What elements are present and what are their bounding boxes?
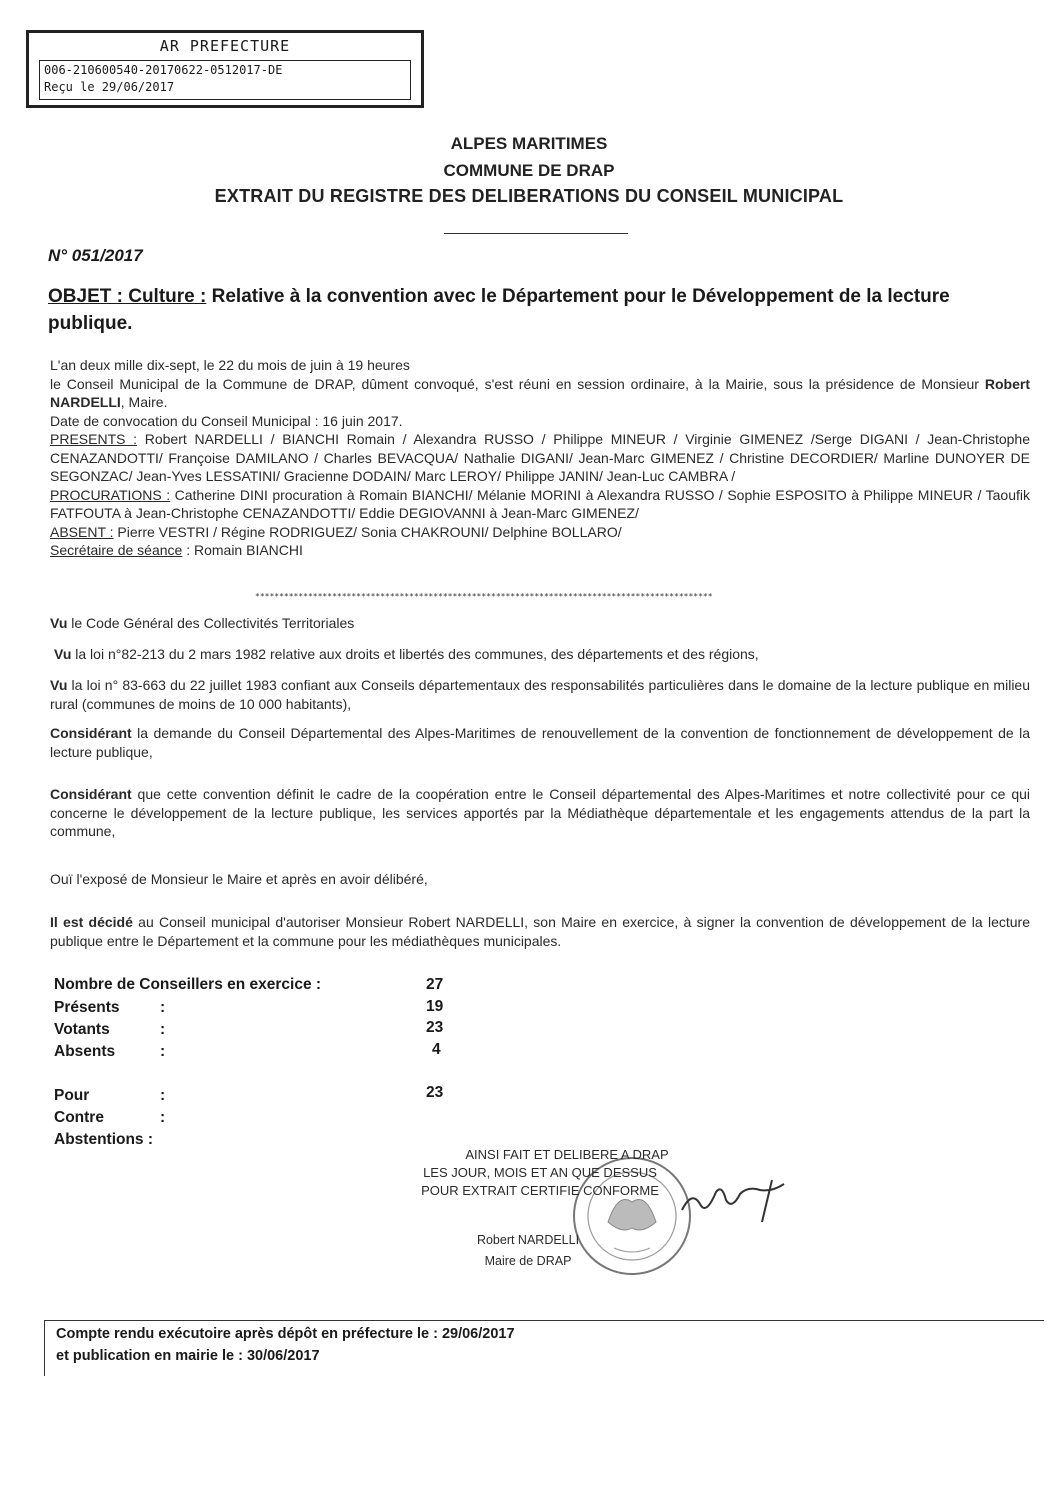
session-convened-line bbox=[50, 375, 1030, 412]
paragraph-text: la loi n° 83-663 du 22 juillet 1983 confiant aux Conseils départementaux des responsabilités particulières dans le domaine de la lecture publique en milieu rural (communes de moins de 10 000 habitants), bbox=[50, 677, 1030, 712]
signatory-name: Robert NARDELLI bbox=[476, 1233, 580, 1247]
vote-presents-label: Présents bbox=[54, 999, 120, 1016]
paragraph-text: que cette convention définit le cadre de la coopération entre le Conseil départemental des Alpes-Maritimes et notre collectivité pour ce qui concerne le développement de la lecture publique, les services apportés par la Médiathèque départementale et les engagements attendus de la part la commune, bbox=[50, 786, 1030, 839]
objet-block bbox=[48, 283, 1038, 337]
paragraph-considerant-demande bbox=[50, 724, 1030, 761]
session-details bbox=[50, 356, 1030, 560]
vote-absents-label: Absents bbox=[54, 1043, 116, 1060]
procurations-list: Catherine DINI procuration à Romain BIANCHI/ Mélanie MORINI à Alexandra RUSSO / Sophie ESPOSITO à Philippe MINEUR / Taoufik FATFOUTA à Jean-Christophe CENAZANDOTTI/ Eddie DEGIOVANNI à Jean-Marc GIMENEZ/ bbox=[50, 486, 1031, 521]
vote-colon: : bbox=[160, 999, 166, 1016]
paragraph-text: la demande du Conseil Départemental des Alpes-Maritimes de renouvellement de la convention de fonctionnement de développement de la lecture publique, bbox=[50, 725, 1030, 760]
certification-line-3: POUR EXTRAIT CERTIFIE CONFORME bbox=[421, 1183, 659, 1198]
certification-line-2: LES JOUR, MOIS ET AN QUE DESSUS bbox=[423, 1165, 657, 1180]
vote-colon: : bbox=[160, 1021, 166, 1038]
vote-colon: : bbox=[160, 1043, 166, 1060]
absent-line bbox=[50, 523, 1030, 542]
signatory-role: Maire de DRAP bbox=[484, 1254, 572, 1268]
vote-pour-value: 23 bbox=[426, 1084, 444, 1101]
paragraph-text: au Conseil municipal d'autoriser Monsieur Robert NARDELLI, son Maire en exercice, à signer la convention de développement de la lecture publique entre le Département et la commune pour les médiathèques municipales. bbox=[50, 914, 1030, 949]
paragraph-lead: Considérant bbox=[50, 725, 132, 741]
vote-abstentions-label: Abstentions : bbox=[54, 1131, 154, 1148]
paragraph-text: Ouï l'exposé de Monsieur le Maire et après en avoir délibéré, bbox=[50, 871, 428, 887]
objet-label: OBJET : Culture : bbox=[48, 286, 207, 307]
session-convened-text: le Conseil Municipal de la Commune de DRAP, dûment convoqué, s'est réuni en session ordinaire, à la Mairie, sous la présidence de Monsieur bbox=[50, 375, 985, 392]
vote-votants-label: Votants bbox=[54, 1021, 110, 1038]
paragraph-lead: Il est décidé bbox=[50, 914, 133, 930]
paragraph-oui-expose bbox=[50, 870, 1030, 889]
vote-absents-value: 4 bbox=[432, 1041, 441, 1058]
handwritten-signature bbox=[676, 1170, 796, 1230]
stamp-title: AR PREFECTURE bbox=[159, 37, 291, 55]
paragraph-lead: Vu bbox=[50, 677, 68, 693]
procurations-line bbox=[50, 486, 1030, 523]
vote-colon: : bbox=[160, 1109, 166, 1126]
absent-list: Pierre VESTRI / Régine RODRIGUEZ/ Sonia CHAKROUNI/ Delphine BOLLARO/ bbox=[113, 523, 622, 540]
presents-line bbox=[50, 430, 1030, 486]
vote-exercice-value: 27 bbox=[426, 976, 444, 993]
paragraph-vu-loi-1983 bbox=[50, 676, 1030, 713]
paragraph-considerant-convention bbox=[50, 785, 1030, 841]
paragraph-text: la loi n°82-213 du 2 mars 1982 relative aux droits et libertés des communes, des départements et des régions, bbox=[71, 646, 759, 662]
stamp-received-date: Reçu le 29/06/2017 bbox=[44, 80, 175, 94]
vote-colon: : bbox=[160, 1087, 166, 1104]
certification-line-1: AINSI FAIT ET DELIBERE A DRAP bbox=[465, 1147, 669, 1162]
procurations-label: PROCURATIONS : bbox=[50, 486, 171, 503]
title-divider bbox=[444, 233, 628, 234]
paragraph-decision bbox=[50, 913, 1030, 950]
mayor-name: Robert NARDELLI bbox=[50, 375, 1030, 410]
mayor-title: , Maire. bbox=[120, 394, 168, 410]
stamp-reference-box bbox=[39, 60, 411, 100]
paragraph-vu-loi-1982 bbox=[54, 645, 1034, 664]
convocation-date: Date de convocation du Conseil Municipal : 16 juin 2017. bbox=[50, 412, 403, 429]
paragraph-vu-cgct bbox=[50, 614, 1030, 633]
certification-block bbox=[390, 1146, 690, 1200]
vote-exercice-label: Nombre de Conseillers en exercice : bbox=[54, 976, 322, 993]
deliberation-number: N° 051/2017 bbox=[48, 246, 143, 265]
document-title: EXTRAIT DU REGISTRE DES DELIBERATIONS DU CONSEIL MUNICIPAL bbox=[214, 186, 844, 206]
objet-text: Relative à la convention avec le Département pour le Développement de la lecture publique. bbox=[48, 286, 950, 334]
paragraph-lead: Vu bbox=[50, 615, 68, 631]
vote-presents-value: 19 bbox=[426, 998, 444, 1015]
prefecture-stamp bbox=[26, 30, 424, 108]
footer-publication-line: et publication en mairie le : 30/06/2017 bbox=[56, 1348, 320, 1364]
secretaire-label: Secrétaire de séance bbox=[50, 542, 183, 558]
vote-pour-label: Pour bbox=[54, 1087, 90, 1104]
commune-heading: COMMUNE DE DRAP bbox=[443, 161, 615, 180]
department-heading: ALPES MARITIMES bbox=[450, 134, 608, 153]
absent-label: ABSENT : bbox=[50, 523, 114, 540]
stamp-reference: 006-210600540-20170622-0512017-DE bbox=[44, 63, 283, 77]
footer-executory-line: Compte rendu exécutoire après dépôt en préfecture le : 29/06/2017 bbox=[56, 1326, 515, 1342]
paragraph-lead: Vu bbox=[54, 646, 72, 662]
secretaire-line bbox=[50, 541, 1030, 560]
secretaire-name: : Romain BIANCHI bbox=[182, 542, 303, 558]
session-date-line: L'an deux mille dix-sept, le 22 du mois de juin à 19 heures bbox=[50, 357, 410, 373]
paragraph-lead: Considérant bbox=[50, 786, 132, 802]
separator-stars: *********************************************************************************************** bbox=[255, 592, 713, 601]
presents-label: PRESENTS : bbox=[50, 431, 138, 447]
vote-votants-value: 23 bbox=[426, 1019, 444, 1036]
paragraph-text: le Code Général des Collectivités Territoriales bbox=[67, 615, 355, 631]
vote-contre-label: Contre bbox=[54, 1109, 104, 1126]
presents-list: Robert NARDELLI / BIANCHI Romain / Alexandra RUSSO / Philippe MINEUR / Virginie GIMENEZ /Serge DIGANI / Jean-Christophe CENAZANDOTTI/ Françoise DAMILANO / Charles BEVACQUA/ Nathalie DIGANI/ Jean-Marc GIMENEZ / Christine DECORDIER/ Marline DUNOYER DE SEGONZAC/ Jean-Yves LESSATINI/ Gracienne DODAIN/ Marc LEROY/ Philippe JANIN/ Jean-Luc CAMBRA / bbox=[50, 431, 1030, 484]
